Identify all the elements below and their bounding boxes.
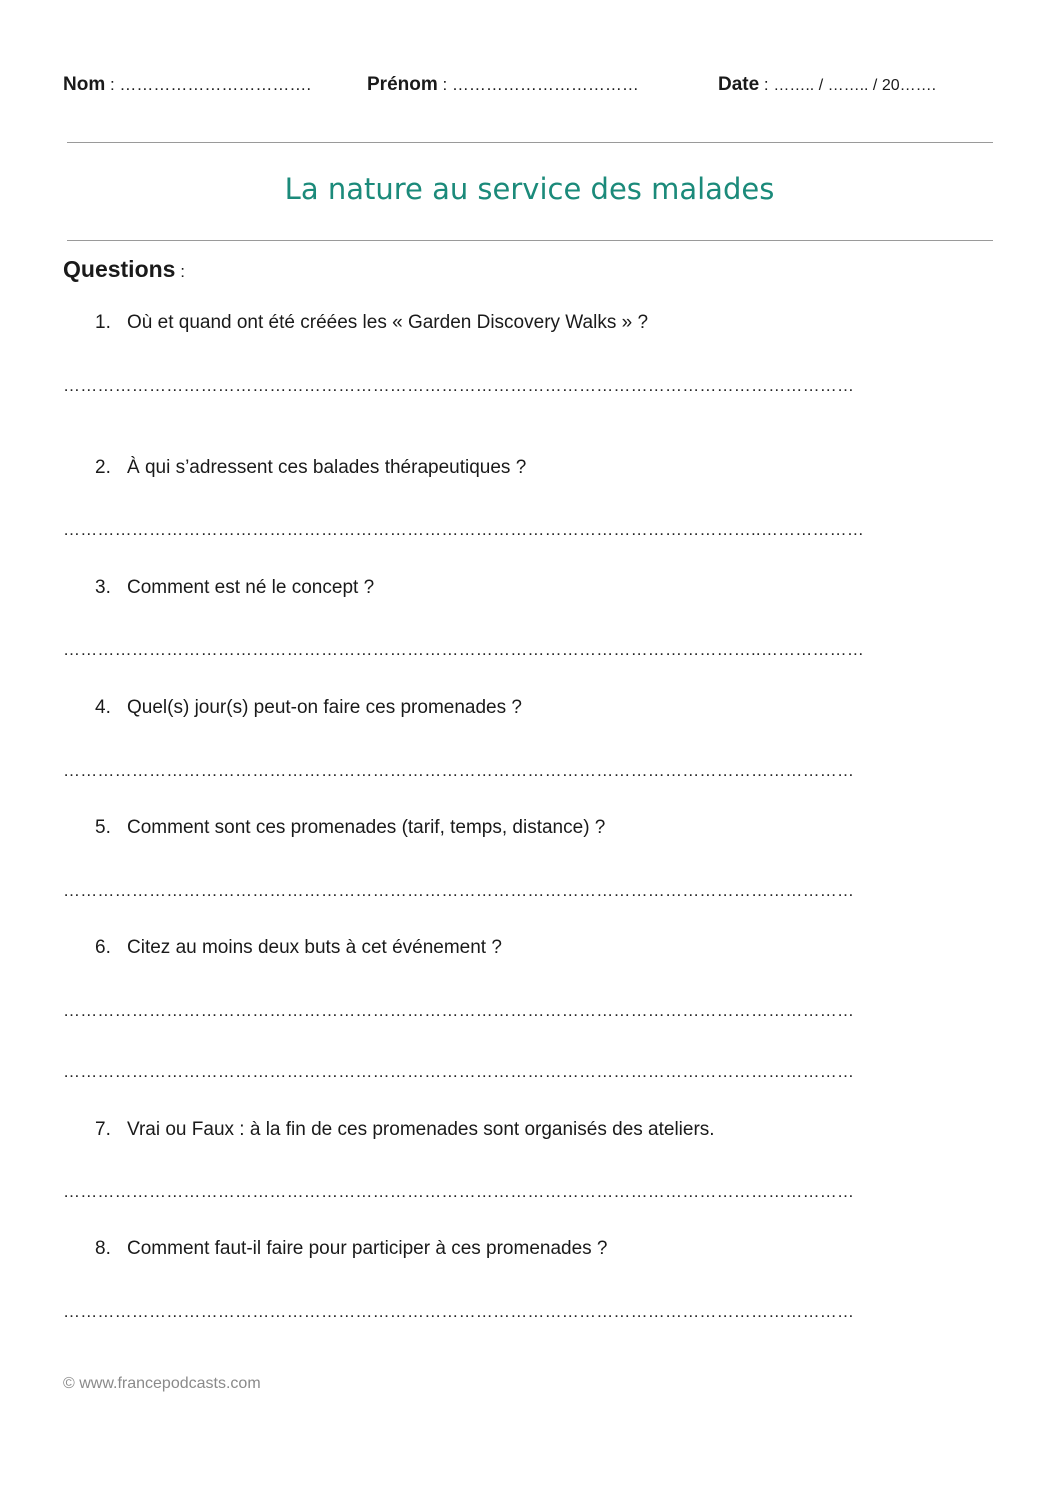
question-1 <box>95 312 648 334</box>
question-6 <box>95 937 502 959</box>
prenom-separator: : <box>437 75 452 94</box>
answer-line-6b[interactable]: ………………………………………………………………………………………………………………………… <box>63 1062 855 1081</box>
question-text: Où et quand ont été créées les « Garden Discovery Walks » ? <box>127 312 649 333</box>
date-label: Date <box>718 74 760 95</box>
nom-blank: ……………………………. <box>119 75 312 94</box>
answer-line-4[interactable]: ………………………………………………………………………………………………………………………… <box>63 761 855 780</box>
question-number: 1. <box>95 312 111 333</box>
question-text: Comment sont ces promenades (tarif, temps, distance) ? <box>127 817 606 838</box>
question-text: Citez au moins deux buts à cet événement ? <box>127 937 502 958</box>
question-number: 3. <box>95 577 111 598</box>
answer-line-2[interactable]: …………………………………………………………………………………………………………..……………… <box>63 520 865 539</box>
question-number: 7. <box>95 1119 111 1140</box>
question-number: 4. <box>95 697 111 718</box>
questions-heading-label: Questions <box>63 256 176 282</box>
question-3 <box>95 577 374 599</box>
answer-line-7[interactable]: ………………………………………………………………………………………………………………………… <box>63 1182 855 1201</box>
nom-label: Nom <box>63 74 106 95</box>
question-4 <box>95 697 522 719</box>
questions-heading <box>63 256 185 283</box>
nom-separator: : <box>105 75 120 94</box>
question-text: À qui s’adressent ces balades thérapeutiques ? <box>127 457 527 478</box>
question-text: Comment est né le concept ? <box>127 577 375 598</box>
question-7 <box>95 1119 715 1141</box>
answer-line-5[interactable]: ………………………………………………………………………………………………………………………… <box>63 881 855 900</box>
question-8 <box>95 1238 608 1260</box>
answer-line-1[interactable]: ………………………………………………………………………………………………………………………… <box>63 376 855 395</box>
prenom-blank: …………………………… <box>451 75 639 94</box>
question-text: Vrai ou Faux : à la fin de ces promenades sont organisés des ateliers. <box>127 1119 715 1140</box>
question-text: Quel(s) jour(s) peut-on faire ces promenades ? <box>127 697 522 718</box>
question-number: 2. <box>95 457 111 478</box>
title-divider <box>67 240 993 241</box>
prenom-field[interactable] <box>367 74 639 96</box>
page-title: La nature au service des malades <box>284 172 775 206</box>
question-text: Comment faut-il faire pour participer à ces promenades ? <box>127 1238 608 1259</box>
date-blank: …….. / …….. / 20……. <box>773 77 937 94</box>
copyright-footer: © www.francepodcasts.com <box>63 1375 261 1392</box>
question-2 <box>95 457 526 479</box>
question-number: 8. <box>95 1238 111 1259</box>
question-5 <box>95 817 605 839</box>
date-separator: : <box>759 75 774 94</box>
answer-line-8[interactable]: ………………………………………………………………………………………………………………………… <box>63 1302 855 1321</box>
date-field[interactable] <box>718 74 936 96</box>
answer-line-6a[interactable]: ………………………………………………………………………………………………………………………… <box>63 1001 855 1020</box>
question-number: 6. <box>95 937 111 958</box>
prenom-label: Prénom <box>367 74 438 95</box>
top-divider <box>67 142 993 143</box>
question-number: 5. <box>95 817 111 838</box>
nom-field[interactable] <box>63 74 311 96</box>
questions-heading-colon: : <box>175 262 185 281</box>
answer-line-3[interactable]: …………………………………………………………………………………………………………..……………… <box>63 640 865 659</box>
